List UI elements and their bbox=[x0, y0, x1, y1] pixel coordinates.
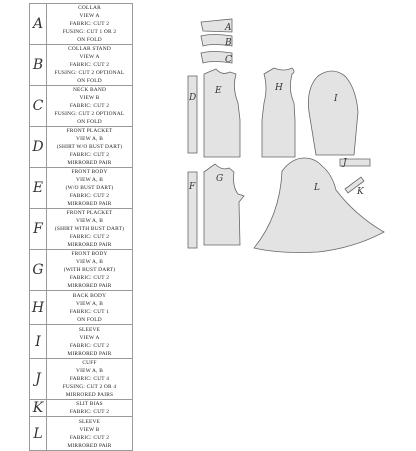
piece-description-line: ON FOLD bbox=[77, 316, 102, 323]
piece-description-line: NECK BAND bbox=[72, 87, 107, 93]
piece-letter: B bbox=[30, 45, 47, 86]
piece-description-line: FRONT PLACKET bbox=[66, 210, 113, 216]
piece-l-label: L bbox=[314, 183, 320, 193]
piece-g-front-body bbox=[204, 164, 244, 245]
piece-description-line: FABRIC: CUT 2 bbox=[69, 152, 110, 158]
piece-k-label: K bbox=[357, 187, 364, 197]
piece-letter: G bbox=[30, 250, 47, 291]
piece-description-line: FUSING: CUT 2 OR 4 bbox=[62, 384, 117, 390]
piece-b-label: B bbox=[225, 38, 232, 48]
piece-a-label: A bbox=[225, 23, 232, 33]
piece-description-line: SLIT BIAS bbox=[76, 401, 103, 407]
piece-letter: F bbox=[30, 209, 47, 250]
piece-letter: H bbox=[30, 291, 47, 325]
piece-description-line: FABRIC: CUT 1 bbox=[69, 308, 110, 315]
piece-description-line: (SHIRT W/O BUST DART) bbox=[56, 144, 123, 150]
piece-description-line: VIEW A, B bbox=[75, 368, 103, 374]
piece-description-line: FABRIC: CUT 2 bbox=[69, 21, 110, 27]
piece-letter: K bbox=[30, 400, 47, 417]
piece-d-front-placket bbox=[188, 76, 197, 153]
piece-description-line: VIEW B bbox=[79, 426, 100, 433]
piece-e-label: E bbox=[215, 86, 222, 96]
piece-description-line: VIEW A bbox=[79, 13, 100, 19]
piece-letter: J bbox=[30, 359, 47, 400]
piece-e-front-body bbox=[204, 69, 240, 157]
piece-letter: A bbox=[30, 4, 47, 45]
piece-i-sleeve bbox=[308, 71, 358, 155]
piece-description-line: MIRRORED PAIRS bbox=[65, 392, 114, 398]
piece-c-label: C bbox=[225, 55, 232, 65]
piece-letter: L bbox=[30, 417, 47, 451]
piece-description-line: COLLAR STAND bbox=[68, 46, 111, 52]
piece-l-sleeve bbox=[254, 158, 384, 253]
piece-description-line: MIRRORED PAIR bbox=[67, 442, 112, 449]
piece-g-label: G bbox=[216, 174, 224, 184]
piece-description-line: VIEW A, B bbox=[75, 136, 103, 142]
piece-description-line: FABRIC: CUT 2 bbox=[69, 342, 110, 349]
piece-description-line: (W/O BUST DART) bbox=[65, 185, 114, 191]
piece-description-line: CUFF bbox=[82, 360, 97, 366]
piece-letter: E bbox=[30, 168, 47, 209]
piece-description-line: (WITH BUST DART) bbox=[63, 267, 116, 273]
piece-description-line: FRONT BODY bbox=[71, 169, 108, 175]
piece-description-line: VIEW B bbox=[79, 95, 100, 101]
piece-description-line: MIRRORED PAIR bbox=[67, 160, 112, 166]
piece-d-label: D bbox=[189, 93, 197, 103]
piece-description-line: SLEEVE bbox=[78, 418, 101, 425]
piece-h-label: H bbox=[275, 83, 283, 93]
piece-description-line: MIRRORED PAIR bbox=[67, 350, 112, 357]
piece-description-line: VIEW A, B bbox=[75, 300, 103, 307]
piece-description-line: FABRIC: CUT 2 bbox=[69, 62, 110, 68]
piece-description-line: (SHIRT WITH BUST DART) bbox=[54, 226, 125, 232]
piece-description-line: VIEW A, B bbox=[75, 218, 103, 224]
piece-description-line: FRONT BODY bbox=[71, 251, 108, 257]
piece-description-line: ON FOLD bbox=[77, 78, 102, 84]
piece-description-line: BACK BODY bbox=[72, 292, 107, 299]
piece-description-line: MIRRORED PAIR bbox=[67, 201, 112, 207]
piece-description-line: FUSING: CUT 2 OPTIONAL bbox=[54, 111, 125, 117]
piece-description-line: VIEW A, B bbox=[75, 177, 103, 183]
piece-letter: D bbox=[30, 127, 47, 168]
piece-description-line: FUSING: CUT 2 OPTIONAL bbox=[54, 70, 125, 76]
piece-description-line: MIRRORED PAIR bbox=[67, 283, 112, 289]
piece-letter: I bbox=[30, 325, 47, 359]
piece-i-label: I bbox=[334, 94, 338, 104]
piece-description-line: VIEW A bbox=[79, 334, 100, 341]
piece-description-line: MIRRORED PAIR bbox=[67, 242, 112, 248]
piece-description-line: ON FOLD bbox=[77, 37, 102, 43]
piece-description-line: FABRIC: CUT 2 bbox=[69, 275, 110, 281]
piece-description-line: FABRIC: CUT 2 bbox=[69, 434, 110, 441]
piece-description-line: VIEW A bbox=[79, 54, 100, 60]
piece-description-line: FABRIC: CUT 2 bbox=[69, 193, 110, 199]
piece-f-label: F bbox=[189, 182, 196, 192]
piece-description-line: SLEEVE bbox=[78, 326, 101, 333]
piece-description-line: ON FOLD bbox=[77, 119, 102, 125]
piece-description-line: VIEW A, B bbox=[75, 259, 103, 265]
piece-h-back-body bbox=[262, 68, 295, 157]
piece-description-line: FUSING: CUT 1 OR 2 bbox=[62, 29, 117, 35]
piece-description-line: FABRIC: CUT 2 bbox=[69, 103, 110, 109]
piece-description-line: FABRIC: CUT 2 bbox=[69, 234, 110, 240]
piece-description-line: FABRIC: CUT 4 bbox=[69, 376, 110, 382]
piece-j-label: J bbox=[343, 158, 347, 168]
piece-letter: C bbox=[30, 86, 47, 127]
piece-description-line: FRONT PLACKET bbox=[66, 128, 113, 134]
piece-description-line: FABRIC: CUT 2 bbox=[69, 409, 110, 415]
piece-description-line: COLLAR bbox=[78, 5, 101, 11]
